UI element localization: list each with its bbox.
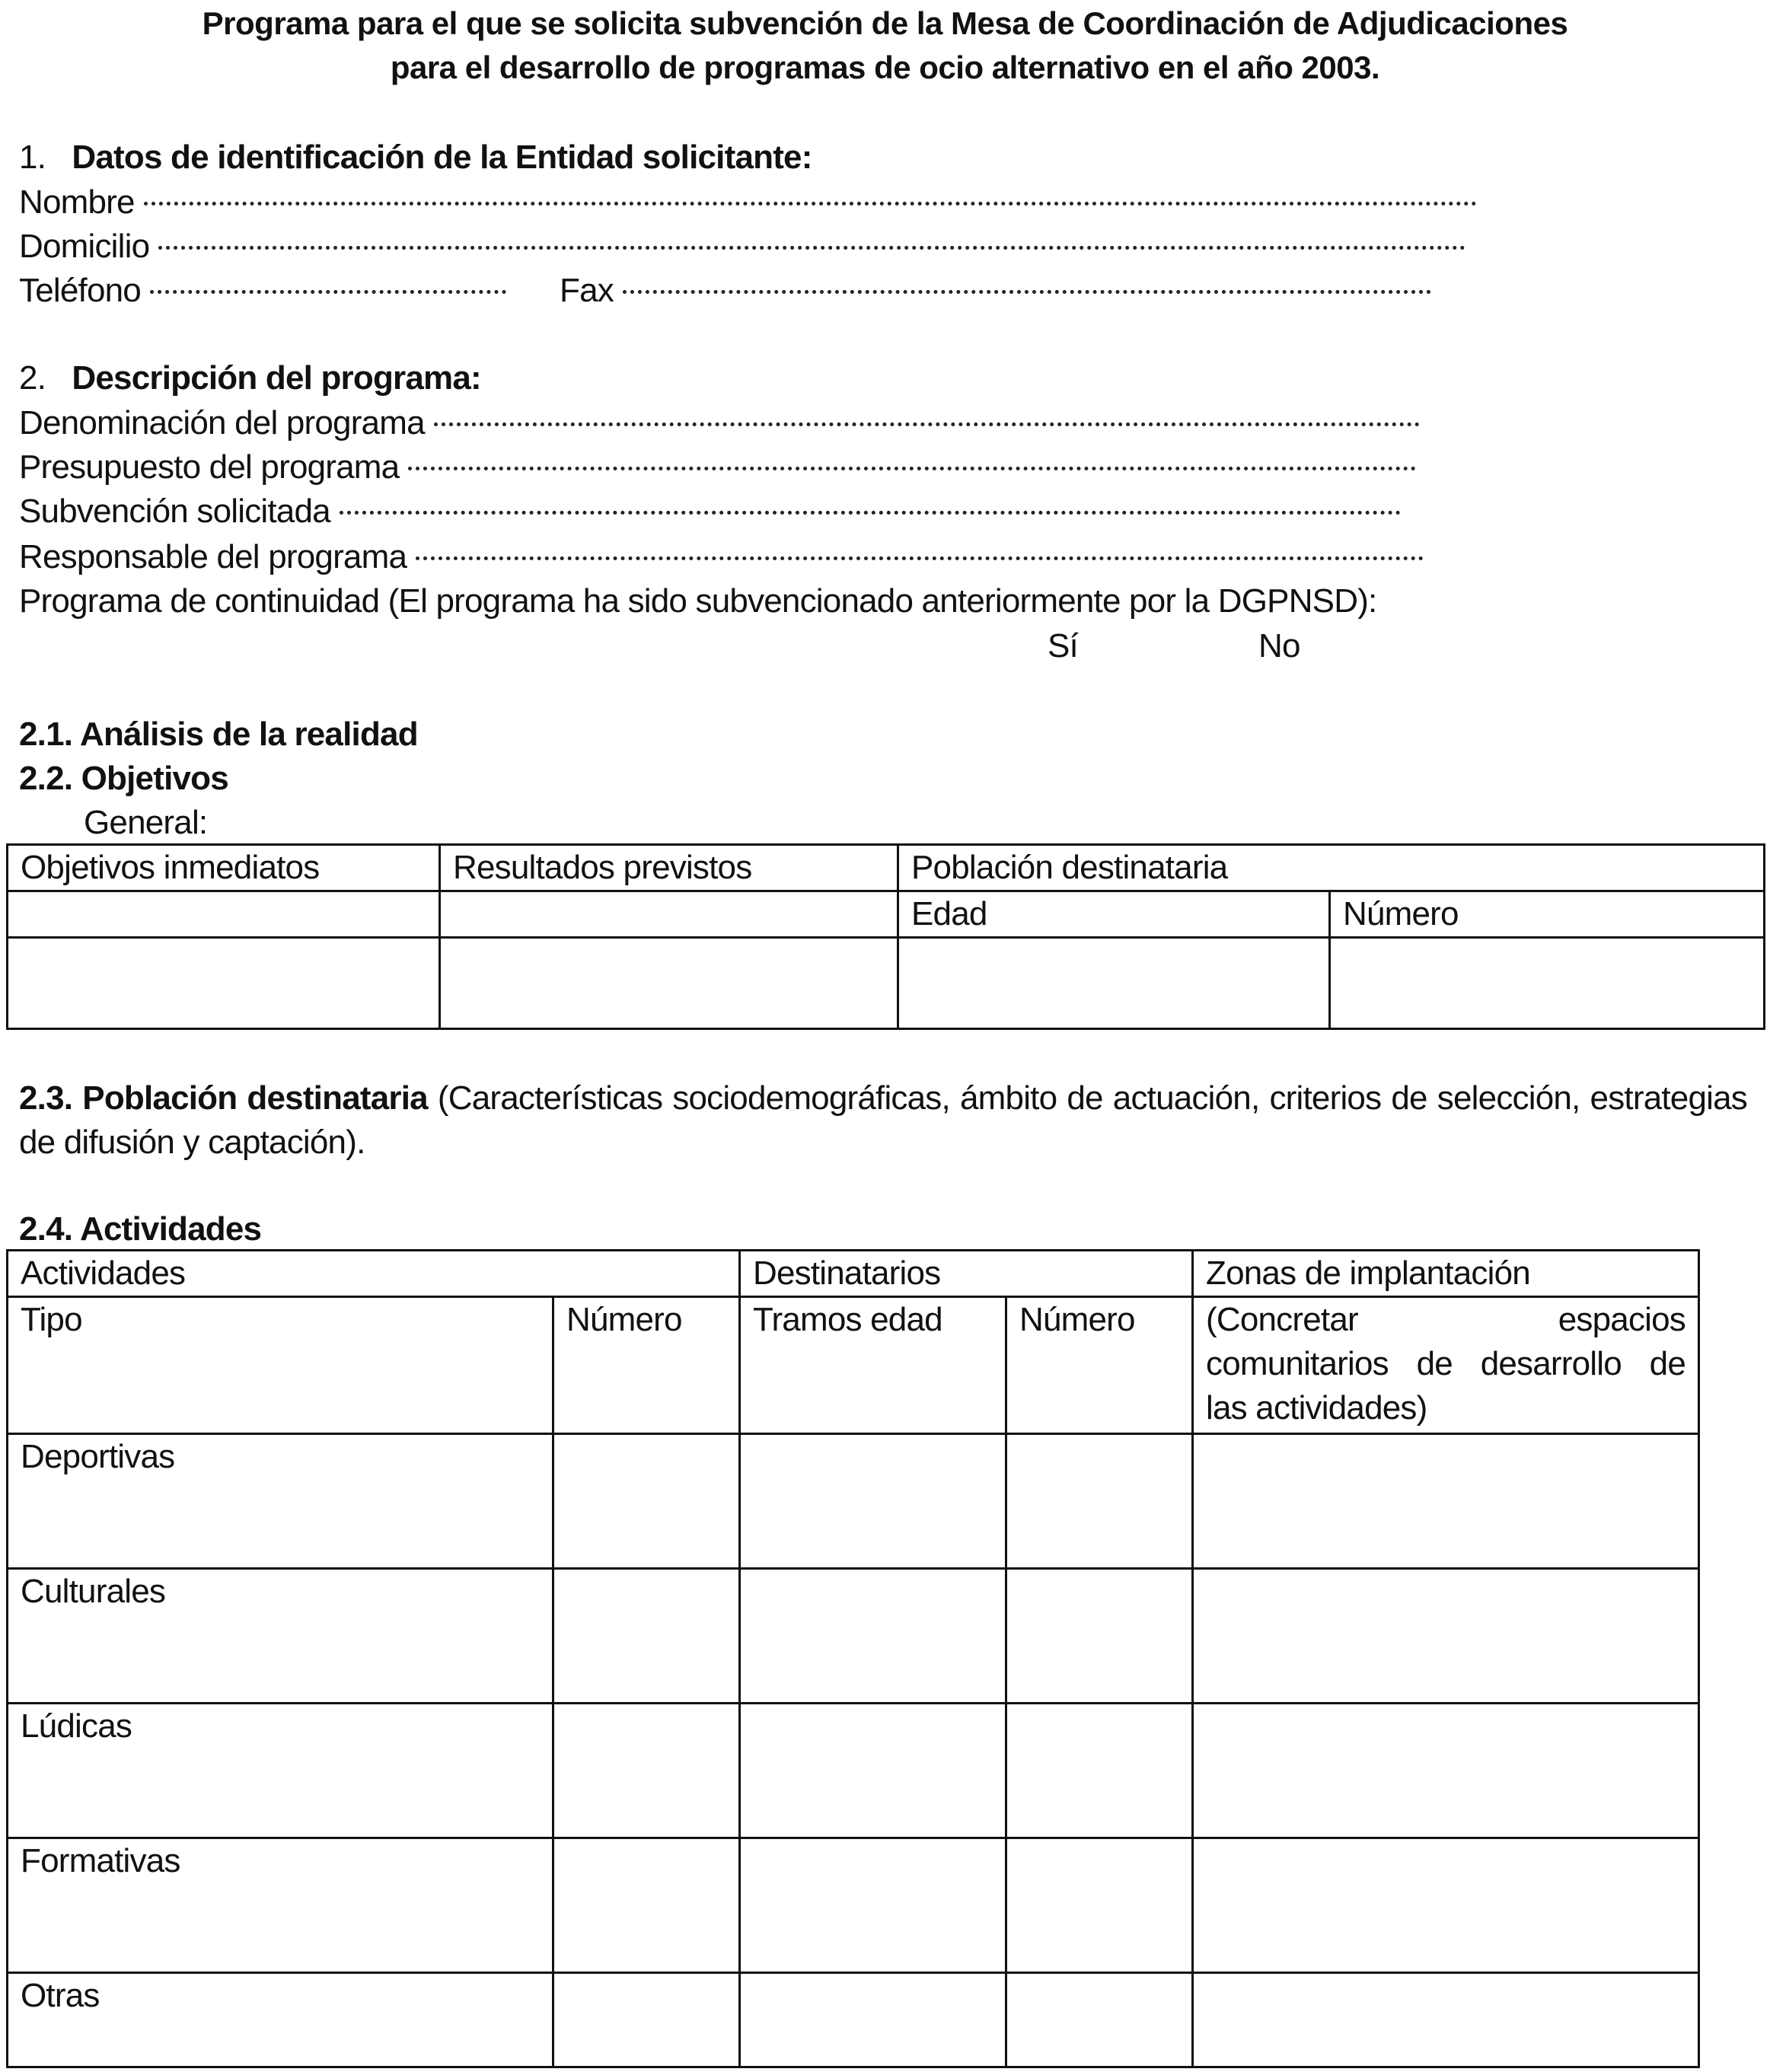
presupuesto-label: Presupuesto del programa	[19, 448, 400, 486]
header-poblacion-destinataria: Población destinataria	[898, 845, 1765, 891]
row-label-otras: Otras	[8, 1973, 553, 2067]
presupuesto-field[interactable]	[19, 445, 1416, 489]
row-label-ludicas: Lúdicas	[8, 1704, 553, 1838]
table-header-row	[8, 845, 1765, 891]
table-row	[8, 1434, 1699, 1569]
option-no[interactable]: No	[1258, 627, 1300, 665]
table-header-row	[8, 1251, 1699, 1297]
section-2-1-heading: 2.1. Análisis de la realidad	[19, 716, 418, 753]
table-cell[interactable]	[740, 1434, 1006, 1569]
table-cell[interactable]	[553, 1973, 740, 2067]
header-numero: Número	[553, 1297, 740, 1434]
general-label: General:	[84, 804, 208, 841]
header-tramos-edad: Tramos edad	[740, 1297, 1006, 1434]
zonas-note-word-concretar: (Concretar	[1206, 1301, 1358, 1338]
fax-fill-line[interactable]	[623, 290, 1431, 294]
header-numero-destinatarios: Número	[1006, 1297, 1193, 1434]
table-cell[interactable]	[1193, 1973, 1699, 2067]
table-cell[interactable]	[553, 1704, 740, 1838]
table-cell[interactable]	[740, 1838, 1006, 1973]
nombre-field[interactable]	[19, 180, 1477, 225]
header-actividades: Actividades	[8, 1251, 740, 1297]
table-cell[interactable]	[553, 1434, 740, 1569]
telefono-label: Teléfono	[19, 272, 141, 309]
table-row	[8, 1838, 1699, 1973]
table-cell[interactable]	[1006, 1838, 1193, 1973]
table-cell[interactable]	[440, 891, 898, 938]
table-cell[interactable]	[553, 1838, 740, 1973]
table-cell[interactable]	[1193, 1838, 1699, 1973]
domicilio-fill-line[interactable]	[158, 246, 1465, 250]
subvencion-field[interactable]	[19, 489, 1401, 534]
header-tipo: Tipo	[8, 1297, 553, 1434]
nombre-fill-line[interactable]	[144, 202, 1477, 206]
option-si[interactable]: Sí	[1048, 627, 1078, 665]
table-cell[interactable]	[440, 938, 898, 1029]
table-cell[interactable]	[1193, 1434, 1699, 1569]
responsable-label: Responsable del programa	[19, 538, 407, 575]
section-number: 1.	[19, 139, 46, 176]
table-row	[8, 1569, 1699, 1704]
section-2-heading	[19, 356, 481, 400]
table-row	[8, 1973, 1699, 2067]
table-cell[interactable]	[740, 1704, 1006, 1838]
header-destinatarios: Destinatarios	[740, 1251, 1193, 1297]
zonas-note-line-2: comunitarios de desarrollo de	[1206, 1345, 1686, 1382]
table-subheader-row	[8, 891, 1765, 938]
table-cell[interactable]	[1006, 1704, 1193, 1838]
section-1-heading	[19, 135, 812, 180]
telefono-fill-line[interactable]	[150, 290, 506, 294]
table-cell[interactable]	[1193, 1569, 1699, 1704]
section-2-4-heading: 2.4. Actividades	[19, 1210, 262, 1248]
zonas-note-word-espacios: espacios	[1558, 1301, 1686, 1338]
table-cell[interactable]	[1006, 1569, 1193, 1704]
table-cell[interactable]	[740, 1973, 1006, 2067]
fax-label: Fax	[560, 272, 614, 309]
page-title-line-1: Programa para el que se solicita subvención de la Mesa de Coordinación de Adjudicaciones	[202, 5, 1568, 41]
row-label-formativas: Formativas	[8, 1838, 553, 1973]
zonas-note	[1193, 1297, 1699, 1434]
domicilio-label: Domicilio	[19, 228, 150, 265]
continuidad-question: Programa de continuidad (El programa ha sido subvencionado anteriormente por la DGPNSD):	[19, 582, 1377, 620]
actividades-table	[6, 1249, 1700, 2068]
section-number: 2.	[19, 359, 46, 397]
table-subheader-row	[8, 1297, 1699, 1434]
section-title: Descripción del programa:	[72, 359, 481, 397]
section-2-2-heading: 2.2. Objetivos	[19, 760, 228, 797]
section-title: Datos de identificación de la Entidad solicitante:	[72, 139, 812, 176]
table-row	[8, 1704, 1699, 1838]
table-cell[interactable]	[1006, 1434, 1193, 1569]
section-2-3-text: (Características sociodemográficas, ámbito de actuación, criterios de selección, estrategias de difusión y captación).	[19, 1079, 1747, 1161]
table-row	[8, 938, 1765, 1029]
table-cell[interactable]	[8, 938, 440, 1029]
subvencion-label: Subvención solicitada	[19, 492, 330, 530]
header-edad: Edad	[898, 891, 1330, 938]
denominacion-field[interactable]	[19, 401, 1420, 445]
row-label-culturales: Culturales	[8, 1569, 553, 1704]
row-label-deportivas: Deportivas	[8, 1434, 553, 1569]
section-2-3-paragraph	[19, 1076, 1747, 1165]
table-cell[interactable]	[1193, 1704, 1699, 1838]
nombre-label: Nombre	[19, 183, 135, 221]
header-numero: Número	[1330, 891, 1765, 938]
table-cell[interactable]	[8, 891, 440, 938]
header-zonas-implantacion: Zonas de implantación	[1193, 1251, 1699, 1297]
denominacion-label: Denominación del programa	[19, 404, 425, 441]
page-title-line-2: para el desarrollo de programas de ocio alternativo en el año 2003.	[390, 49, 1380, 85]
telefono-field[interactable]	[19, 269, 506, 313]
domicilio-field[interactable]	[19, 225, 1465, 269]
table-cell[interactable]	[740, 1569, 1006, 1704]
responsable-fill-line[interactable]	[416, 556, 1424, 560]
zonas-note-line-3: las actividades)	[1206, 1389, 1427, 1426]
section-2-3-heading: 2.3. Población destinataria	[19, 1079, 428, 1117]
header-resultados-previstos: Resultados previstos	[440, 845, 898, 891]
denominacion-fill-line[interactable]	[434, 422, 1420, 426]
table-cell[interactable]	[1006, 1973, 1193, 2067]
table-cell[interactable]	[553, 1569, 740, 1704]
table-cell[interactable]	[898, 938, 1330, 1029]
table-cell[interactable]	[1330, 938, 1765, 1029]
subvencion-fill-line[interactable]	[340, 511, 1401, 515]
responsable-field[interactable]	[19, 535, 1424, 579]
presupuesto-fill-line[interactable]	[408, 467, 1416, 470]
fax-field[interactable]	[560, 269, 1431, 313]
header-objetivos-inmediatos: Objetivos inmediatos	[8, 845, 440, 891]
zonas-note-line-1	[1206, 1298, 1685, 1342]
objetivos-table	[6, 843, 1765, 1030]
